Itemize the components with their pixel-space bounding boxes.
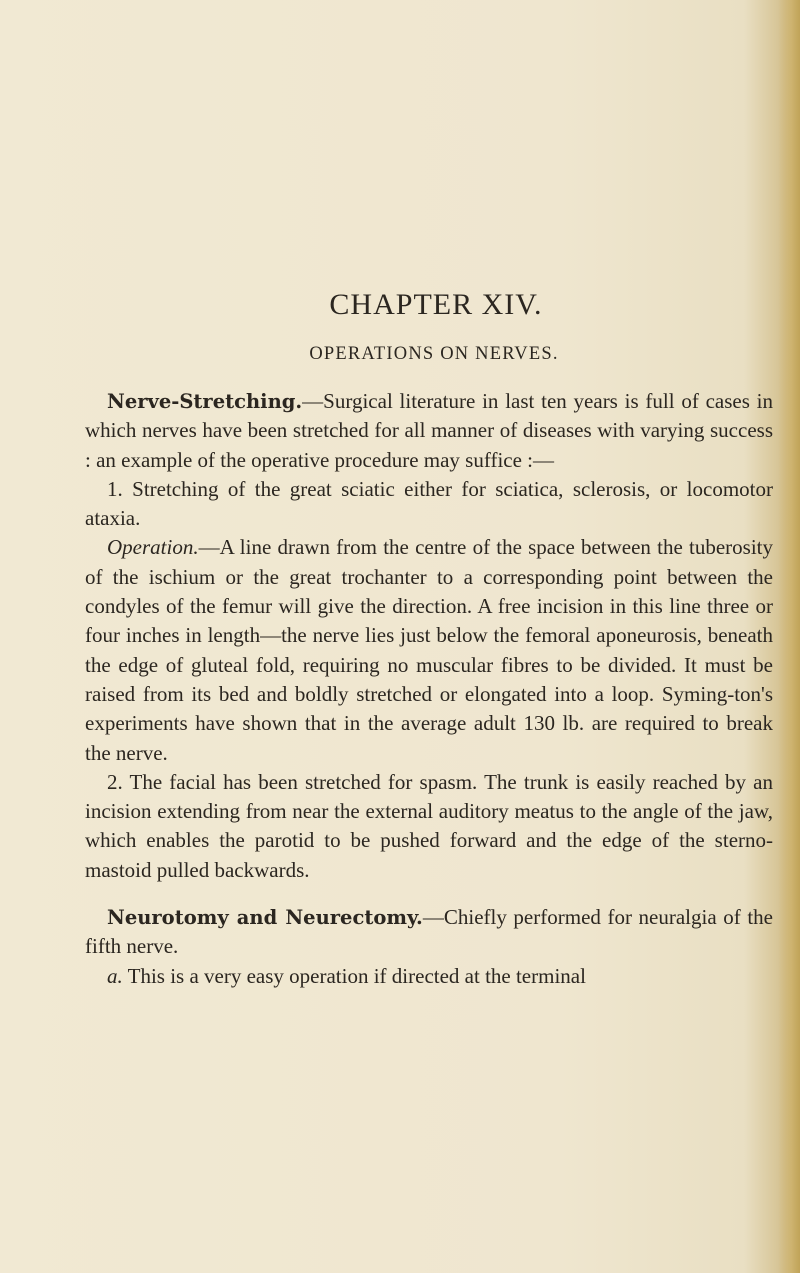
item-a-text: This is a very easy operation if directed at the terminal — [122, 963, 586, 988]
nerve-stretching-heading: Nerve-Stretching. — [107, 390, 303, 413]
item-a-paragraph — [85, 962, 773, 991]
neurotomy-intro: —Chiefly performed for neuralgia of the fifth nerve. — [85, 905, 773, 959]
operation-text: —A line drawn from the centre of the space between the tuberosity of the ischium or the great trochanter to a corresponding point between the condyles of the femur will give the direction. A free incision in this line three or four inches in length—the nerve lies just below the femoral aponeurosis, beneath the edge of gluteal fold, requiring no muscular fibres to be divided. It must be raised from its bed and boldly stretched or elongated into a loop. Syming-ton's experiments have shown that in the average adult 130 lb. are required to break the nerve. — [85, 535, 773, 765]
operation-label: Operation. — [107, 535, 199, 560]
operation-paragraph — [85, 533, 773, 767]
nerve-stretching-paragraph — [85, 387, 773, 475]
neurotomy-paragraph — [85, 903, 773, 962]
item-2-paragraph: 2. The facial has been stretched for spasm. The trunk is easily reached by an incision extending from near the external auditory meatus to the angle of the jaw, which enables the parotid to be pushed forward and the edge of the sterno-mastoid pulled backwards. — [85, 769, 773, 882]
nerve-stretching-intro: —Surgical literature in last ten years is full of cases in which nerves have been stretched for all manner of diseases with varying success : an example of the operative procedure may suffice :— — [85, 389, 773, 472]
neurotomy-heading: Neurotomy and Neurectomy. — [107, 906, 423, 930]
item-1-paragraph: 1. Stretching of the great sciatic either for sciatica, sclerosis, or locomotor ataxia. — [85, 476, 773, 531]
chapter-subtitle: OPERATIONS ON NERVES. — [309, 344, 559, 364]
page-edge-shadow — [778, 0, 800, 1273]
item-a-label: a. — [107, 963, 123, 988]
chapter-title: CHAPTER XIV. — [329, 288, 543, 321]
page-content — [85, 287, 773, 991]
